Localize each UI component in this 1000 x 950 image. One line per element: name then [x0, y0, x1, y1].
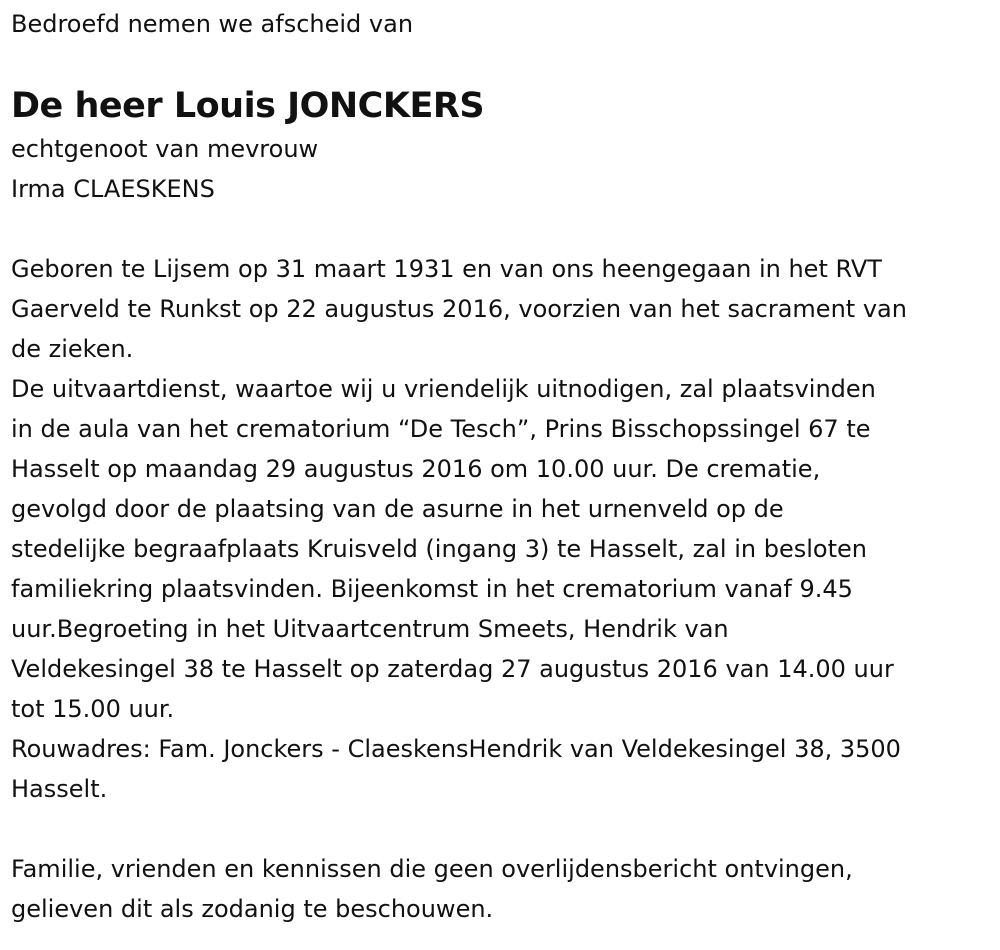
body-line: Hasselt op maandag 29 augustus 2016 om 10.00 uur. De crematie, [11, 455, 821, 483]
body-line: Veldekesingel 38 te Hasselt op zaterdag 27 augustus 2016 van 14.00 uur [11, 655, 894, 683]
closing-line: gelieven dit als zodanig te beschouwen. [11, 895, 494, 923]
body-line: in de aula van het crematorium “De Tesch”, Prins Bisschopssingel 67 te [11, 415, 871, 443]
death-notice [11, 0, 991, 929]
spouse-block [11, 129, 991, 209]
spouse-name-text: Irma CLAESKENS [11, 175, 215, 203]
body-line: De uitvaartdienst, waartoe wij u vriendelijk uitnodigen, zal plaatsvinden [11, 375, 876, 403]
body-line: de zieken. [11, 335, 134, 363]
intro-line: Bedroefd nemen we afscheid van [11, 10, 414, 38]
deceased-name-text: De heer Louis JONCKERS [11, 86, 485, 126]
deceased-name [11, 83, 991, 129]
body-line: gevolgd door de plaatsing van de asurne in het urnenveld op de [11, 495, 784, 523]
spouse-name [11, 169, 991, 209]
spouse-relation [11, 129, 991, 169]
body-line: uur.Begroeting in het Uitvaartcentrum Smeets, Hendrik van [11, 615, 729, 643]
body-line: familiekring plaatsvinden. Bijeenkomst in het crematorium vanaf 9.45 [11, 575, 853, 603]
spouse-relation-text: echtgenoot van mevrouw [11, 135, 319, 163]
closing-text [11, 849, 991, 929]
closing-line: Familie, vrienden en kennissen die geen overlijdensbericht ontvingen, [11, 855, 853, 883]
body-line: Rouwadres: Fam. Jonckers - ClaeskensHendrik van Veldekesingel 38, 3500 [11, 735, 901, 763]
notice-body [11, 249, 991, 809]
intro-text [11, 4, 991, 44]
body-line: Gaerveld te Runkst op 22 augustus 2016, voorzien van het sacrament van [11, 295, 907, 323]
body-line: Hasselt. [11, 775, 108, 803]
body-line: stedelijke begraafplaats Kruisveld (ingang 3) te Hasselt, zal in besloten [11, 535, 867, 563]
body-line: tot 15.00 uur. [11, 695, 175, 723]
body-line: Geboren te Lijsem op 31 maart 1931 en van ons heengegaan in het RVT [11, 255, 882, 283]
